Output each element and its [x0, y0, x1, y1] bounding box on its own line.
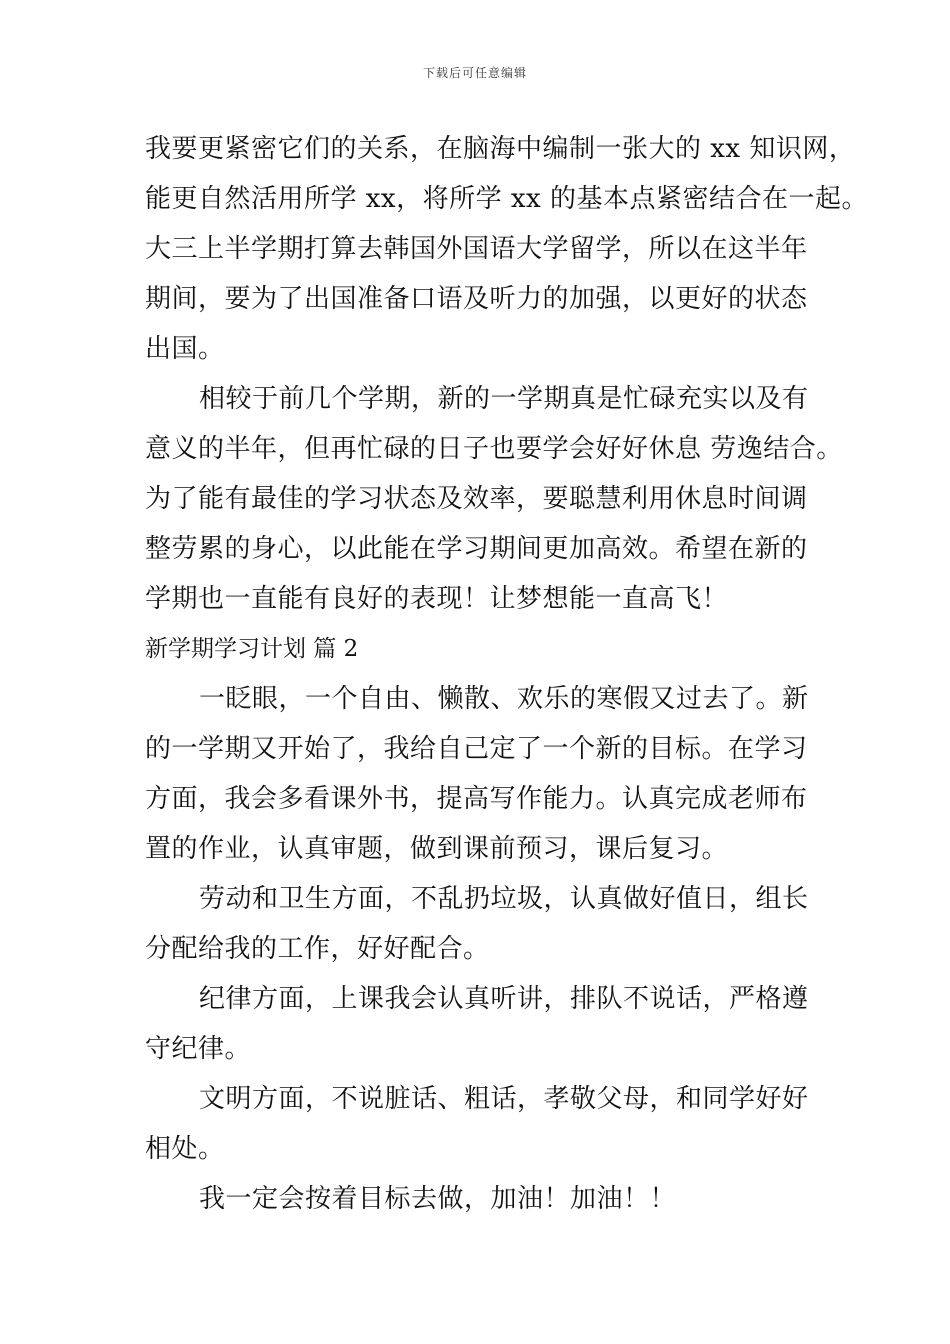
text-line: 分配给我的工作，好好配合。	[145, 934, 490, 964]
text-line: 我一定会按着目标去做，加油！加油！！	[199, 1184, 677, 1214]
text-line: 意义的半年，但再忙碌的日子也要学会好好休息 劳逸结合。	[145, 434, 843, 464]
text-line: 文明方面，不说脏话、粗话，孝敬父母，和同学好好	[199, 1084, 809, 1114]
text-line: 学期也一直能有良好的表现！让梦想能一直高飞！	[145, 584, 729, 614]
text-line: 能更自然活用所学 xx，将所学 xx 的基本点紧密结合在一起。	[145, 184, 868, 214]
text-line: 大三上半学期打算去韩国外国语大学留学，所以在这半年	[145, 234, 808, 264]
text-line: 期间，要为了出国准备口语及听力的加强，以更好的状态	[145, 284, 808, 314]
section-title: 新学期学习计划 篇 2	[145, 636, 359, 662]
text-line: 守纪律。	[145, 1034, 252, 1064]
paragraph-block-1	[145, 124, 868, 624]
text-line: 置的作业，认真审题，做到课前预习，课后复习。	[145, 834, 729, 864]
text-line: 一眨眼，一个自由、懒散、欢乐的寒假又过去了。新	[199, 684, 809, 714]
paragraph-block-2	[145, 674, 825, 1224]
text-line: 的一学期又开始了，我给自己定了一个新的目标。在学习	[145, 734, 808, 764]
text-line: 出国。	[145, 334, 225, 364]
page-header-note: 下载后可任意编辑	[422, 66, 527, 80]
text-line: 整劳累的身心，以此能在学习期间更加高效。希望在新的	[145, 534, 808, 564]
document-body	[145, 124, 868, 1224]
text-line: 劳动和卫生方面，不乱扔垃圾，认真做好值日，组长	[199, 884, 809, 914]
text-line: 相处。	[145, 1134, 225, 1164]
text-line: 相较于前几个学期，新的一学期真是忙碌充实以及有	[199, 384, 809, 414]
text-line: 为了能有最佳的学习状态及效率，要聪慧利用休息时间调	[145, 484, 808, 514]
text-line: 我要更紧密它们的关系，在脑海中编制一张大的 xx 知识网，	[145, 134, 856, 164]
text-line: 纪律方面，上课我会认真听讲，排队不说话，严格遵	[199, 984, 809, 1014]
text-line: 方面，我会多看课外书，提高写作能力。认真完成老师布	[145, 784, 808, 814]
